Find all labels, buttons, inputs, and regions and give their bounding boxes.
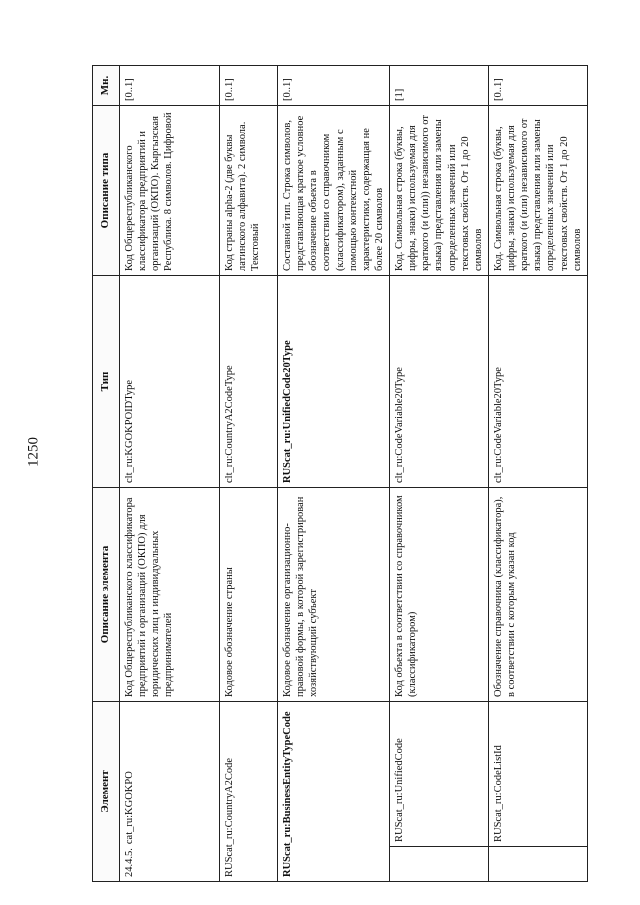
cell-element (488, 702, 587, 882)
table-row (220, 66, 278, 882)
table-row (488, 66, 587, 882)
specification-table (92, 65, 588, 882)
table-row (278, 66, 390, 882)
cell-type-description: Код Общереспубликанского классификатора предприятий и организаций (ОКПО). Кыргызская Республика. 8 символов. Цифровой (120, 106, 220, 276)
cell-type: clt_ru:KGOKPOIDType (120, 276, 220, 488)
cell-type-description: Код страны alpha-2 (две буквы латинского алфавита). 2 символа. Текстовый (220, 106, 278, 276)
header-multiplicity: Мн. (93, 66, 120, 106)
header-type-description: Описание типа (93, 106, 120, 276)
cell-description: Кодовое обозначение организационно-правовой формы, в которой зарегистрирован хозяйствующий субъект (278, 488, 390, 702)
cell-element (120, 702, 220, 882)
cell-description: Код объекта в соответствии со справочником (классификатором) (390, 488, 489, 702)
cell-multiplicity: [0..1] (120, 66, 220, 106)
cell-element: RUScat_ru:BusinessEntityTypeCode (278, 702, 390, 882)
header-type: Тип (93, 276, 120, 488)
cell-multiplicity: [0..1] (220, 66, 278, 106)
page-number: 1250 (25, 437, 42, 467)
row-number: 24.4.5. (124, 848, 135, 877)
cell-description: Код Общереспубликанского классификатора предприятий и организаций (ОКПО) для юридических лиц и индивидуальных предпринимателей (120, 488, 220, 702)
cell-description: Обозначение справочника (классификатора), в соответствии с которым указан код (488, 488, 587, 702)
cell-multiplicity: [1] (390, 66, 489, 106)
cell-type: clt_ru:CodeVariable20Type (390, 276, 489, 488)
nested-element: RUScat_ru:UnifiedCode (390, 702, 488, 847)
cell-type: clt_ru:CountryA2CodeType (220, 276, 278, 488)
cell-type: clt_ru:CodeVariable20Type (488, 276, 587, 488)
header-element: Элемент (93, 702, 120, 882)
nested-element: RUScat_ru:CodeListId (489, 702, 587, 847)
cell-type-description: Код. Символьная строка (буквы, цифры, знаки) используемая для краткого (и (или) независимого от языка) представления или замены определенных значений или текстовых свойств. От 1 до 20 символов (488, 106, 587, 276)
cell-element (390, 702, 489, 882)
cell-description: Кодовое обозначение страны (220, 488, 278, 702)
element-name: cat_ru:KGOKPO (124, 771, 135, 845)
rotated-table-region (92, 66, 583, 882)
cell-element: RUScat_ru:CountryA2Code (220, 702, 278, 882)
table-row (120, 66, 220, 882)
cell-type: RUScat_ru:UnifiedCode20Type (278, 276, 390, 488)
header-description: Описание элемента (93, 488, 120, 702)
table-row (390, 66, 489, 882)
cell-multiplicity: [0..1] (278, 66, 390, 106)
table-container (92, 66, 583, 882)
cell-multiplicity: [0..1] (488, 66, 587, 106)
cell-type-description: Код. Символьная строка (буквы, цифры, знаки) используемая для краткого (и (или)) независимого от языка) представления или замены определенных значений или текстовых свойств. От 1 до 20 символов (390, 106, 489, 276)
table-header-row (93, 66, 120, 882)
cell-type-description: Составной тип. Строка символов, представляющая краткое условное обозначение объекта в соответствии со справочником (классификатором), заданным с помощью контекстной характеристики, содержащая не более 20 символов (278, 106, 390, 276)
